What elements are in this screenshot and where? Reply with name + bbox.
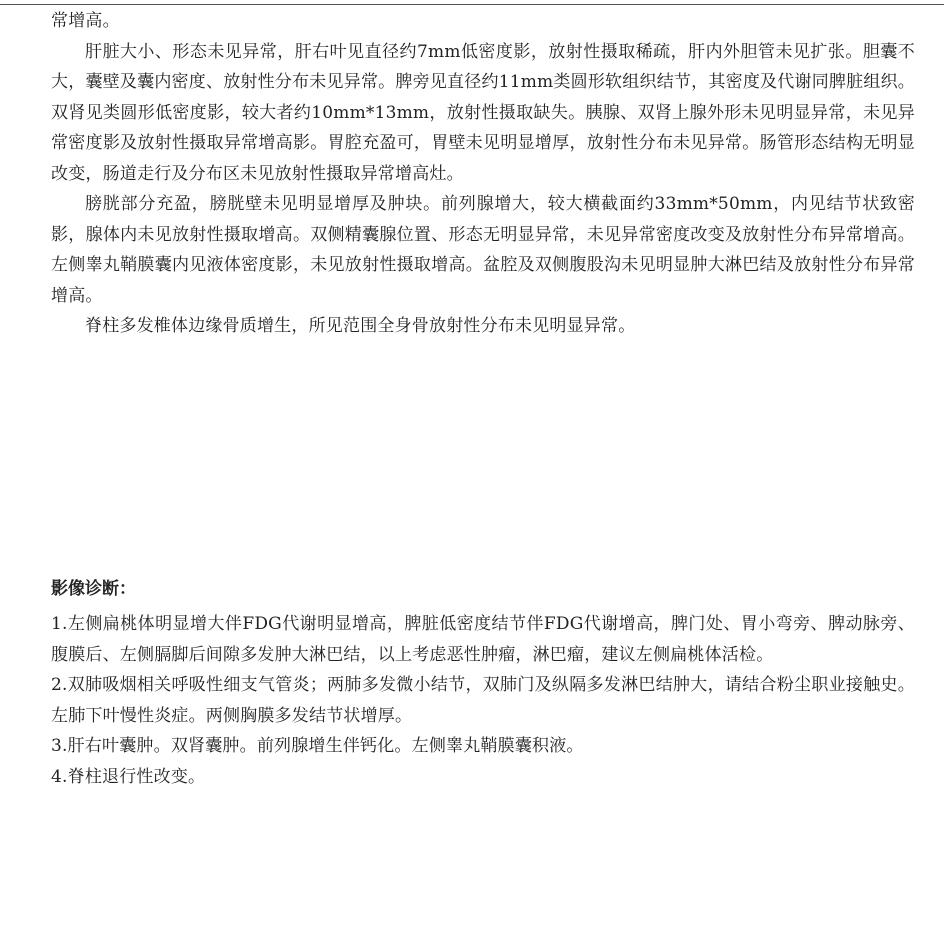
diagnosis-item-3: 3.肝右叶囊肿。双肾囊肿。前列腺增生伴钙化。左侧睾丸鞘膜囊积液。 (51, 736, 584, 756)
diagnosis-item-4: 4.脊柱退行性改变。 (51, 766, 206, 787)
findings-continuation: 常增高。 (51, 11, 120, 31)
top-divider (0, 4, 944, 5)
diagnosis-section (51, 575, 915, 792)
findings-section (51, 6, 915, 342)
diagnosis-item-1: 1.左侧扁桃体明显增大伴FDG代谢明显增高，脾脏低密度结节伴FDG代谢增高，脾门处、胃小弯旁、脾动脉旁、腹膜后、左侧膈脚后间隙多发肿大淋巴结，以上考虑恶性肿瘤，淋巴瘤，建议左侧扁桃体活检。 (51, 614, 915, 665)
findings-paragraph-abdomen: 肝脏大小、形态未见异常，肝右叶见直径约7mm低密度影，放射性摄取稀疏，肝内外胆管未见扩张。胆囊不大，囊壁及囊内密度、放射性分布未见异常。脾旁见直径约11mm类圆形软组织结节，其密度及代谢同脾脏组织。双肾见类圆形低密度影，较大者约10mm*13mm，放射性摄取缺失。胰腺、双肾上腺外形未见明显异常，未见异常密度影及放射性摄取异常增高影。胃腔充盈可，胃壁未见明显增厚，放射性分布未见异常。肠管形态结构无明显改变，肠道走行及分布区未见放射性摄取异常增高灶。 (51, 41, 915, 184)
diagnosis-item-2: 2.双肺吸烟相关呼吸性细支气管炎；两肺多发微小结节，双肺门及纵隔多发淋巴结肿大，请结合粉尘职业接触史。左肺下叶慢性炎症。两侧胸膜多发结节状增厚。 (51, 675, 915, 726)
diagnosis-heading: 影像诊断： (51, 579, 136, 599)
findings-paragraph-pelvis: 膀胱部分充盈，膀胱壁未见明显增厚及肿块。前列腺增大，较大横截面约33mm*50mm，内见结节状致密影，腺体内未见放射性摄取增高。双侧精囊腺位置、形态无明显异常，未见异常密度改变及放射性分布异常增高。左侧睾丸鞘膜囊内见液体密度影，未见放射性摄取增高。盆腔及双侧腹股沟未见明显肿大淋巴结及放射性分布异常增高。 (51, 194, 915, 306)
findings-paragraph-spine: 脊柱多发椎体边缘骨质增生，所见范围全身骨放射性分布未见明显异常。 (85, 316, 636, 336)
